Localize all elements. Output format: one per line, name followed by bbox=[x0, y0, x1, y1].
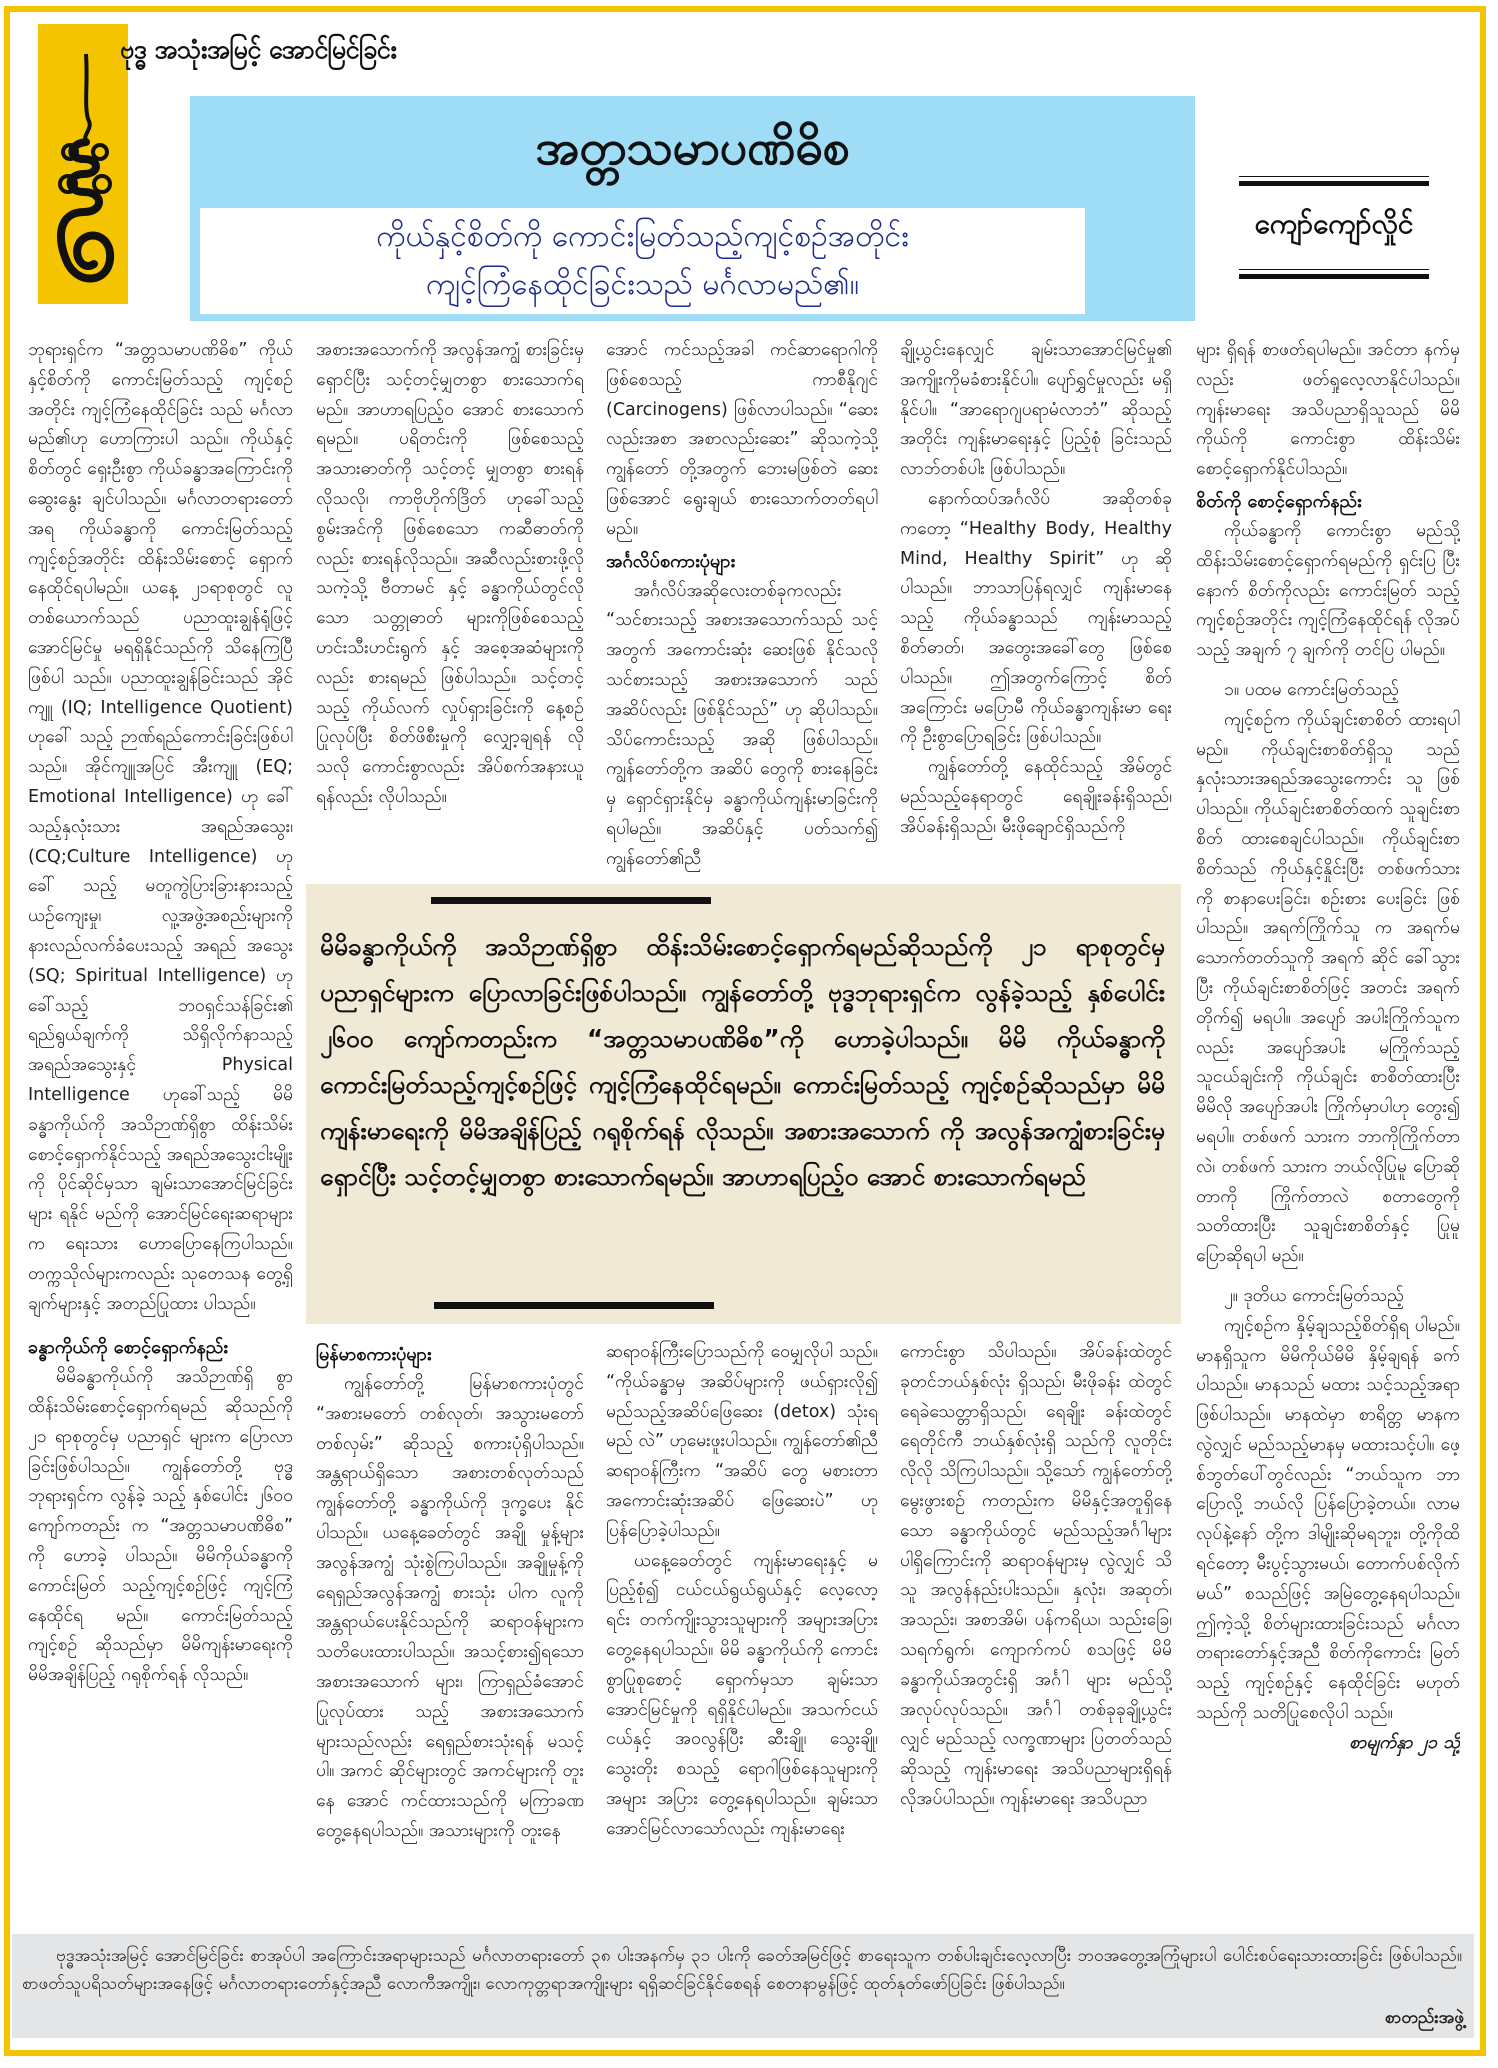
column-4-bottom bbox=[900, 1338, 1172, 1928]
paragraph: ကျွန်တော်တို့ နေထိုင်သည့် အိမ်တွင် မည်သည့်နေရာတွင် ရေချိုးခန်းရှိသည်၊ အိပ်ခန်းရှိသည်၊ မီးဖိုချောင်ရှိသည်ကို bbox=[900, 757, 1172, 837]
paragraph: ကျွန်တော်တို့ မြန်မာစကားပုံတွင် “အစားမတော် တစ်လုတ်၊ အသွားမတော် တစ်လှမ်း” ဆိုသည့် စကားပုံရှိပါသည်။ အန္တရာယ်ရှိသော အစားတစ်လုတ်သည် ကျွန်တော်တို့ ခန္ဓာကိုယ်ကို ဒုက္ခပေး နိုင်ပါသည်။ ယနေ့ခေတ်တွင် အချို မှုန့်များ အလွန်အကျွံ သုံးစွဲကြပါသည်။ အချိုမှုန့်ကို ရေရှည်အလွန်အကျွံ စားသုံး ပါက လူကို အန္တရာယ်ပေးနိုင်သည်ကို ဆရာဝန်များက သတိပေးထားပါသည်။ အသင့်စား၍ရသော အစားအသောက် များ၊ ကြာရှည်ခံအောင် ပြုလုပ်ထား သည့် အစားအသောက်များသည်လည်း ရေရှည်စားသုံးရန် မသင့်ပါ။ အကင် ဆိုင်များတွင် အကင်များကို တူးနေ အောင် ကင်ထားသည်ကို မကြာခဏ တွေ့နေရပါသည်။ အသားများကို တူးနေ bbox=[316, 1374, 584, 1841]
section-heading: စိတ်ကို စောင့်ရှောက်နည်း bbox=[1196, 490, 1362, 512]
logo-panel bbox=[38, 24, 128, 304]
byline-block bbox=[1239, 176, 1429, 274]
subtitle-line-1: ကိုယ်နှင့်စိတ်ကို ကောင်းမြတ်သည့်ကျင့်စဉ်အတိုင်း bbox=[376, 219, 909, 254]
column-3-bottom bbox=[606, 1338, 878, 1928]
subtitle-line-2: ကျင့်ကြံနေထိုင်ခြင်းသည် မင်္ဂလာမည်၏။ bbox=[426, 267, 859, 302]
pull-quote-text: မိမိခန္ဓာကိုယ်ကို အသိဉာဏ်ရှိစွာ ထိန်းသိမ်းစောင့်ရှောက်ရမည်ဆိုသည်ကို ၂၁ ရာစုတွင်မှ ပညာရှင်များက ပြောလာခြင်းဖြစ်ပါသည်။ ကျွန်တော်တို့ ဗုဒ္ဓဘုရားရှင်က လွန်ခဲ့သည့် နှစ်ပေါင်း ၂၆၀၀ ကျော်ကတည်းက “အတ္တသမာပဏိဓိစ”ကို ဟောခဲ့ပါသည်။ မိမိ ကိုယ်ခန္ဓာကို ကောင်းမြတ်သည့်ကျင့်စဉ်ဖြင့် ကျင့်ကြံနေထိုင်ရမည်။ ကောင်းမြတ်သည့် ကျင့်စဉ်ဆိုသည်မှာ မိမိကျန်းမာရေးကို မိမိအချိန်ပြည့် ဂရုစိုက်ရန် လိုသည်။ အစားအသောက် ကို အလွန်အကျွံစားခြင်းမှရှောင်ပြီး သင့်တင့်မျှတစွာ စားသောက်ရမည်။ အာဟာရပြည့်ဝ အောင် စားသောက်ရမည် bbox=[320, 932, 1165, 1191]
pull-quote-rule-bottom bbox=[434, 1302, 714, 1309]
paragraph: အင်္ဂလိပ်အဆိုလေးတစ်ခုကလည်း “သင်စားသည့် အစားအသောက်သည် သင့်အတွက် အကောင်းဆုံး ဆေးဖြစ် နိုင်သလို သင်စားသည့် အစားအသောက် သည် အဆိပ်လည်း ဖြစ်နိုင်သည်” ဟု ဆိုပါသည်။ သိပ်ကောင်းသည့် အဆို ဖြစ်ပါသည်။ ကျွန်တော်တို့က အဆိပ် တွေကို စားနေခြင်းမှ ရှောင်ရှားနိုင်မှ ခန္ဓာကိုယ်ကျန်းမာခြင်းကို ရပါမည်။ အဆိပ်နှင့် ပတ်သက်၍ ကျွန်တော်၏ညီ bbox=[606, 580, 878, 869]
article-title: အတ္တသမာပဏိဓိစ bbox=[535, 120, 850, 176]
pull-quote-rule-top bbox=[431, 897, 711, 904]
numbered-item-label: ၂။ ဒုတိယ ကောင်းမြတ်သည့် bbox=[1224, 1285, 1404, 1306]
paragraph: များ ရှိရန် စာဖတ်ရပါမည်။ အင်တာ နက်မှလည်း ဖတ်ရှုလေ့လာနိုင်ပါသည်။ ကျန်းမာရေး အသိပညာရှိသူသည် မိမိကိုယ်ကို ကောင်းစွာ ထိန်းသိမ်း စောင့်ရှောက်နိုင်ပါသည်။ bbox=[1196, 340, 1460, 480]
section-heading: ခန္ဓာကိုယ်ကို စောင့်ရှောက်နည်း bbox=[28, 1337, 228, 1359]
paragraph: ကောင်းစွာ သိပါသည်။ အိပ်ခန်းထဲတွင် ခုတင်ဘယ်နှစ်လုံး ရှိသည်၊ မီးဖိုခန်း ထဲတွင် ရေခဲသေတ္တာရှိသည်၊ ရေချိုး ခန်းထဲတွင် ရေတိုင်ကီ ဘယ်နှစ်လုံးရှိ သည်ကို လူတိုင်းလိုလို သိကြပါသည်။ သို့သော် ကျွန်တော်တို့ မွေးဖွားစဉ် ကတည်းက မိမိနှင့်အတူရှိနေသော ခန္ဓာကိုယ်တွင် မည်သည့်အင်္ဂါများ ပါရှိကြောင်းကို ဆရာဝန်များမှ လွဲလျှင် သိသူ အလွန်နည်းပါးသည်။ နှလုံး၊ အဆုတ်၊ အသည်း၊ အစာအိမ်၊ ပန်ကရိယ၊ သည်းခြေ၊ သရက်ရွက်၊ ကျောက်ကပ် စသဖြင့် မိမိ ခန္ဓာကိုယ်အတွင်းရှိ အင်္ဂါ များ မည်သို့ အလုပ်လုပ်သည်။ အင်္ဂါ တစ်ခုခုချို့ယွင်းလျှင် မည်သည့် လက္ခဏာများ ပြတတ်သည်ဆိုသည့် ကျန်းမာရေး အသိပညာများရှိရန် လိုအပ်ပါသည်။ ကျန်းမာရေး အသိပညာ bbox=[900, 1342, 1172, 1809]
paragraph: ဆရာဝန်ကြီးပြောသည်ကို ဝေမျှလိုပါ သည်။ “ကိုယ်ခန္ဓာမှ အဆိပ်များကို ဖယ်ရှားလို၍ မည်သည့်အဆိပ်ဖြေဆေး (detox) သုံးရမည် လဲ” ဟုမေးဖူးပါသည်။ ကျွန်တော်၏ညီ ဆရာဝန်ကြီးက “အဆိပ် တွေ မစားတာ အကောင်းဆုံးအဆိပ် ဖြေဆေးပဲ” ဟု ပြန်ပြောခဲ့ပါသည်။ bbox=[606, 1342, 878, 1541]
footer-note bbox=[12, 1934, 1474, 2038]
section-heading: အင်္ဂလိပ်စကားပုံများ bbox=[606, 550, 736, 572]
paragraph: နောက်ထပ်အင်္ဂလိပ် အဆိုတစ်ခု ကတော့ “Healthy Body, Healthy Mind, Healthy Spirit” ဟု ဆိုပါသည်။ ဘာသာပြန်ရလျှင် ကျန်းမာနေသည့် ကိုယ်ခန္ဓာသည် ကျန်းမာသည့် စိတ်ဓာတ်၊ အတွေးအခေါ်တွေ ဖြစ်စေ ပါသည်။ ဤအတွက်ကြောင့် စိတ် အကြောင်း မပြောမီ ကိုယ်ခန္ဓာကျန်းမာ ရေးကို ဦးစွာပြောရခြင်း ဖြစ်ပါသည်။ bbox=[900, 488, 1172, 748]
column-3-top bbox=[606, 336, 878, 876]
pull-quote-box bbox=[306, 884, 1181, 1324]
numbered-item-text: ကျင့်စဉ်က ကိုယ်ချင်းစာစိတ် ထားရပါမည်။ ကိုယ်ချင်းစာစိတ်ရှိသူ သည် နှလုံးသားအရည်အသွေးကောင်း သူ ဖြစ်ပါသည်။ ကိုယ်ချင်းစာစိတ်ထက် သူချင်းစာစိတ် ထားစေချင်ပါသည်။ ကိုယ်ချင်းစာစိတ်သည် ကိုယ်နှင့်နှိုင်းပြီး တစ်ဖက်သားကို စာနာပေးခြင်း၊ စဉ်းစား ပေးခြင်း ဖြစ်ပါသည်။ အရက်ကြိုက်သူ က အရက်မသောက်တတ်သူကို အရက် ဆိုင် ခေါ်သွားပြီး ကိုယ်ချင်းစာစိတ်ဖြင့် အတင်း အရက်တိုက်၍ မရပါ။ အပျော် အပါးကြိုက်သူကလည်း အပျော်အပါး မကြိုက်သည့် သူငယ်ချင်းကို ကိုယ်ချင်း စာစိတ်ထားပြီး မိမိလို အပျော်အပါး ကြိုက်မှာပါဟု တွေး၍ မရပါ။ တစ်ဖက် သားက ဘာကိုကြိုက်တာလဲ၊ တစ်ဖက် သားက ဘယ်လိုပြုမူ ပြောဆိုတာကို ကြိုက်တာလဲ စတာတွေကို သတိထားပြီး သူချင်းစာစိတ်နှင့် ပြုမူပြောဆိုရပါ မည်။ bbox=[1196, 709, 1460, 1267]
paragraph: ချို့ယွင်းနေလျှင် ချမ်းသာအောင်မြင်မှု၏ အကျိုးကိုမခံစားနိုင်ပါ။ ပျော်ရွှင်မှုလည်း မရှိနိုင်ပါ။ “အာရောဂျပရာမံလာဘံ” ဆိုသည့်အတိုင်း ကျန်းမာရေးနှင့် ပြည့်စုံ ခြင်းသည် လာဘ်တစ်ပါး ဖြစ်ပါသည်။ bbox=[900, 340, 1172, 480]
column-2-bottom bbox=[316, 1338, 584, 1928]
column-4-top bbox=[900, 336, 1172, 876]
paragraph: ဘုရားရှင်က “အတ္တသမာပဏိဓိစ” ကိုယ်နှင့်စိတ်ကို ကောင်းမြတ်သည့် ကျင့်စဉ်အတိုင်း ကျင့်ကြံနေထိုင်ခြင်း သည် မင်္ဂလာမည်၏ဟု ဟောကြားပါ သည်။ ကိုယ်နှင့် စိတ်တွင် ရှေးဦးစွာ ကိုယ်ခန္ဓာအကြောင်းကို ဆွေးနွေး ချင်ပါသည်။ မင်္ဂလာတရားတော်အရ ကိုယ်ခန္ဓာကို ကောင်းမြတ်သည့် ကျင့်စဉ်အတိုင်း ထိန်းသိမ်းစောင့် ရှောက် နေထိုင်ရပါမည်။ ယနေ့ ၂၁ရာစုတွင် လူတစ်ယောက်သည် ပညာထူးချွန်ရုံဖြင့် အောင်မြင်မှု မရရှိနိုင်သည်ကို သိနေကြပြီဖြစ်ပါ သည်။ ပညာထူးချွန်ခြင်းသည် အိုင်ကျူ (IQ; Intelligence Quotient) ဟုခေါ် သည့် ဉာဏ်ရည်ကောင်းခြင်းဖြစ်ပါ သည်။ အိုင်ကျူအပြင် အီးကျူ (EQ; Emotional Intelligence) ဟု ခေါ် သည့်နှလုံးသား အရည်အသွေး၊ (CQ;Culture Intelligence) ဟုခေါ် သည့် မတူကွဲပြားခြားနားသည့် ယဉ်ကျေးမှု၊ လူ့အဖွဲ့အစည်းများကို နားလည်လက်ခံပေးသည့် အရည် အသွေး (SQ; Spiritual Intelligence) ဟုခေါ်သည့် ဘဝရှင်သန်ခြင်း၏ ရည်ရွယ်ချက်ကို သိရှိလိုက်နာသည့် အရည်အသွေးနှင့် Physical Intelligence ဟုခေါ်သည့် မိမိ ခန္ဓာကိုယ်ကို အသိဉာဏ်ရှိစွာ ထိန်းသိမ်း စောင့်ရှောက်နိုင်သည့် အရည်အသွေးငါးမျိုးကို ပိုင်ဆိုင်မှသာ ချမ်းသာအောင်မြင်ခြင်းများ ရနိုင် မည်ကို အောင်မြင်ရေးဆရာများက ရေးသား ဟောပြောနေကြပါသည်။ တက္ကသိုလ်များကလည်း သုတေသန တွေ့ရှိချက်များနှင့် အတည်ပြုထား ပါသည်။ bbox=[28, 340, 293, 1314]
author-name: ကျော်ကျော်လှိုင် bbox=[1254, 207, 1414, 240]
paragraph: မိမိခန္ဓာကိုယ်ကို အသိဉာဏ်ရှိ စွာ ထိန်းသိမ်းစောင့်ရှောက်ရမည် ဆိုသည်ကို ၂၁ ရာစုတွင်မှ ပညာရှင် များက ပြောလာခြင်းဖြစ်ပါသည်။ ကျွန်တော်တို့ ဗုဒ္ဓဘုရားရှင်က လွန်ခဲ့ သည့် နှစ်ပေါင်း ၂၆၀၀ ကျော်ကတည်း က “အတ္တသမာပဏိဓိစ” ကို ဟောခဲ့ ပါသည်။ မိမိကိုယ်ခန္ဓာကို ကောင်းမြတ် သည့်ကျင့်စဉ်ဖြင့် ကျင့်ကြံနေထိုင်ရ မည်။ ကောင်းမြတ်သည့် ကျင့်စဉ် ဆိုသည်မှာ မိမိကျန်းမာရေးကို မိမိအချိန်ပြည့် ဂရုစိုက်ရန် လိုသည်။ bbox=[28, 1367, 293, 1686]
footer-signature: စာတည်းအဖွဲ့ bbox=[1384, 2008, 1464, 2028]
byline-rule-bottom bbox=[1239, 269, 1429, 274]
paragraph: အောင် ကင်သည့်အခါ ကင်ဆာရောဂါကို ဖြစ်စေသည့် ကာစီနိုဂျင် (Carcinogens) ဖြစ်လာပါသည်။ “ဆေးလည်းအစာ အစာလည်းဆေး” ဆိုသကဲ့သို့ ကျွန်တော် တို့အတွက် ဘေးမဖြစ်တဲ ဆေးဖြစ်အောင် ရွေးချယ် စားသောက်တတ်ရပါမည်။ bbox=[606, 340, 878, 539]
column-1 bbox=[28, 336, 293, 1926]
paragraph: ယနေ့ခေတ်တွင် ကျန်းမာရေးနှင့် မပြည့်စုံ၍ ငယ်ငယ်ရွယ်ရွယ်နှင့် လေ့လော့ရင်း တက်ကျိုးသွားသူများကို အများအပြားတွေ့နေရပါသည်။ မိမိ ခန္ဓာကိုယ်ကို ကောင်းစွာပြုစုစောင့် ရှောက်မှသာ ချမ်းသာ အောင်မြင်မှုကို ရရှိနိုင်ပါမည်။ အသက်ငယ်ငယ်နှင့် အဝလွန်ပြီး ဆီးချို၊ သွေးချို၊ သွေးတိုး စသည့် ရောဂါဖြစ်နေသူများကို အများ အပြား တွေ့နေရပါသည်။ ချမ်းသာ အောင်မြင်လာသော်လည်း ကျန်းမာရေး bbox=[606, 1550, 878, 1839]
column-2-top bbox=[316, 336, 584, 876]
continued-on-page: စာမျက်နှာ ၂၁ သို့ bbox=[1349, 1732, 1460, 1753]
section-heading: မြန်မာစကားပုံများ bbox=[316, 1344, 432, 1365]
subtitle-box bbox=[200, 208, 1085, 314]
numbered-item-label: ၁။ ပထမ ကောင်းမြတ်သည့် bbox=[1224, 679, 1399, 700]
title-banner bbox=[190, 96, 1195, 321]
buddhist-spiral-emblem-icon bbox=[38, 24, 128, 304]
paragraph: ကိုယ်ခန္ဓာကို ကောင်းစွာ မည်သို့ ထိန်းသိမ်းစောင့်ရှောက်ရမည်ကို ရှင်းပြ ပြီးနောက် စိတ်ကိုလည်း ကောင်းမြတ် သည့်ကျင့်စဉ်အတိုင်း ကျင့်ကြံနေထိုင်ရန် လိုအပ်သည့် အချက် ၇ ချက်ကို တင်ပြ ပါမည်။ bbox=[1196, 520, 1460, 661]
numbered-item-text: ကျင့်စဉ်က နှိမ့်ချသည့်စိတ်ရှိရ ပါမည်။ မာနရှိသူက မိမိကိုယ်မိမိ နှိမ့်ချရန် ခက်ပါသည်။ မာနသည် မထား သင့်သည့်အရာ ဖြစ်ပါသည်။ မာနထဲမှာ စာရိတ္တ မာနကလွဲလျှင် မည်သည့်မာနမှ မထားသင့်ပါ။ ဖေ့စ်ဘွတ်ပေါ်တွင်လည်း “ဘယ်သူက ဘာပြောလို့ ဘယ်လို ပြန်ပြောခဲ့တယ်။ လာမလုပ်နဲ့နော် တို့က ဒါမျိုးဆိုမရဘူး၊ တို့ကိုထိရင်တော့ မီးပွင့်သွားမယ်၊ တောက်ပစ်လိုက်မယ်” စသည်ဖြင့် အမြဲတွေ့နေရပါသည်။ ဤကဲ့သို့ စိတ်များထားခြင်းသည် မင်္ဂလာ တရားတော်နှင့်အညီ စိတ်ကိုကောင်း မြတ်သည့် ကျင့်စဉ်နှင့် နေထိုင်ခြင်း မဟုတ်သည်ကို သတိပြုစေလိုပါ သည်။ bbox=[1196, 1315, 1460, 1724]
series-title: ဗုဒ္ဓ အသုံးအမြင့် အောင်မြင်ခြင်း bbox=[120, 35, 397, 64]
column-5 bbox=[1196, 336, 1460, 1926]
paragraph: အစားအသောက်ကို အလွန်အကျွံ စားခြင်းမှရှောင်ပြီး သင့်တင့်မျှတစွာ စားသောက်ရမည်။ အာဟာရပြည့်ဝ အောင် စားသောက်ရမည်။ ပရိတင်းကို ဖြစ်စေသည့် အသားဓာတ်ကို သင့်တင့် မျှတစွာ စားရန် လိုသလို၊ ကာဗိုဟိုက်ဒြိတ် ဟုခေါ်သည့် စွမ်းအင်ကို ဖြစ်စေသော ကဆီဓာတ်ကိုလည်း စားရန်လိုသည်။ အဆီလည်းစားဖို့လိုသကဲ့သို့ ဗီတာမင် နှင့် ခန္ဓာကိုယ်တွင်လိုသော သတ္တုဓာတ် များကိုဖြစ်စေသည့် ဟင်းသီးဟင်းရွက် နှင့် အစေ့အဆံများကိုလည်း စားရမည် ဖြစ်ပါသည်။ သင့်တင့်သည့် ကိုယ်လက် လှုပ်ရှားခြင်းကို နေ့စဉ်ပြုလုပ်ပြီး စိတ်ဖိစီးမှုကို လျှော့ချရန် လိုသလို ကောင်းစွာလည်း အိပ်စက်အနားယူ ရန်လည်း လိုပါသည်။ bbox=[316, 340, 584, 807]
byline-rule-top bbox=[1239, 176, 1429, 181]
footer-text: ဗုဒ္ဓအသုံးအမြင့် အောင်မြင်ခြင်း စာအုပ်ပါ အကြောင်းအရာများသည် မင်္ဂလာတရားတော် ၃၈ ပါးအနက်မှ ၃၁ ပါးကို ခေတ်အမြင်ဖြင့် စာရေးသူက တစ်ပါးချင်းလေ့လာပြီး ဘဝအတွေ့အကြုံများပါ ပေါင်းစပ်ရေးသားထားခြင်း ဖြစ်ပါသည်။ စာဖတ်သူပရိသတ်များအနေဖြင့် မင်္ဂလာတရားတော်နှင့်အညီ လောကီအကျိုး၊ လောကုတ္တရာအကျိုးများ ရရှိဆင်ခြင်နိုင်စေရန် စေတနာမွန်ဖြင့် ထုတ်နုတ်ဖော်ပြခြင်း ဖြစ်ပါသည်။ bbox=[22, 1946, 1462, 1994]
